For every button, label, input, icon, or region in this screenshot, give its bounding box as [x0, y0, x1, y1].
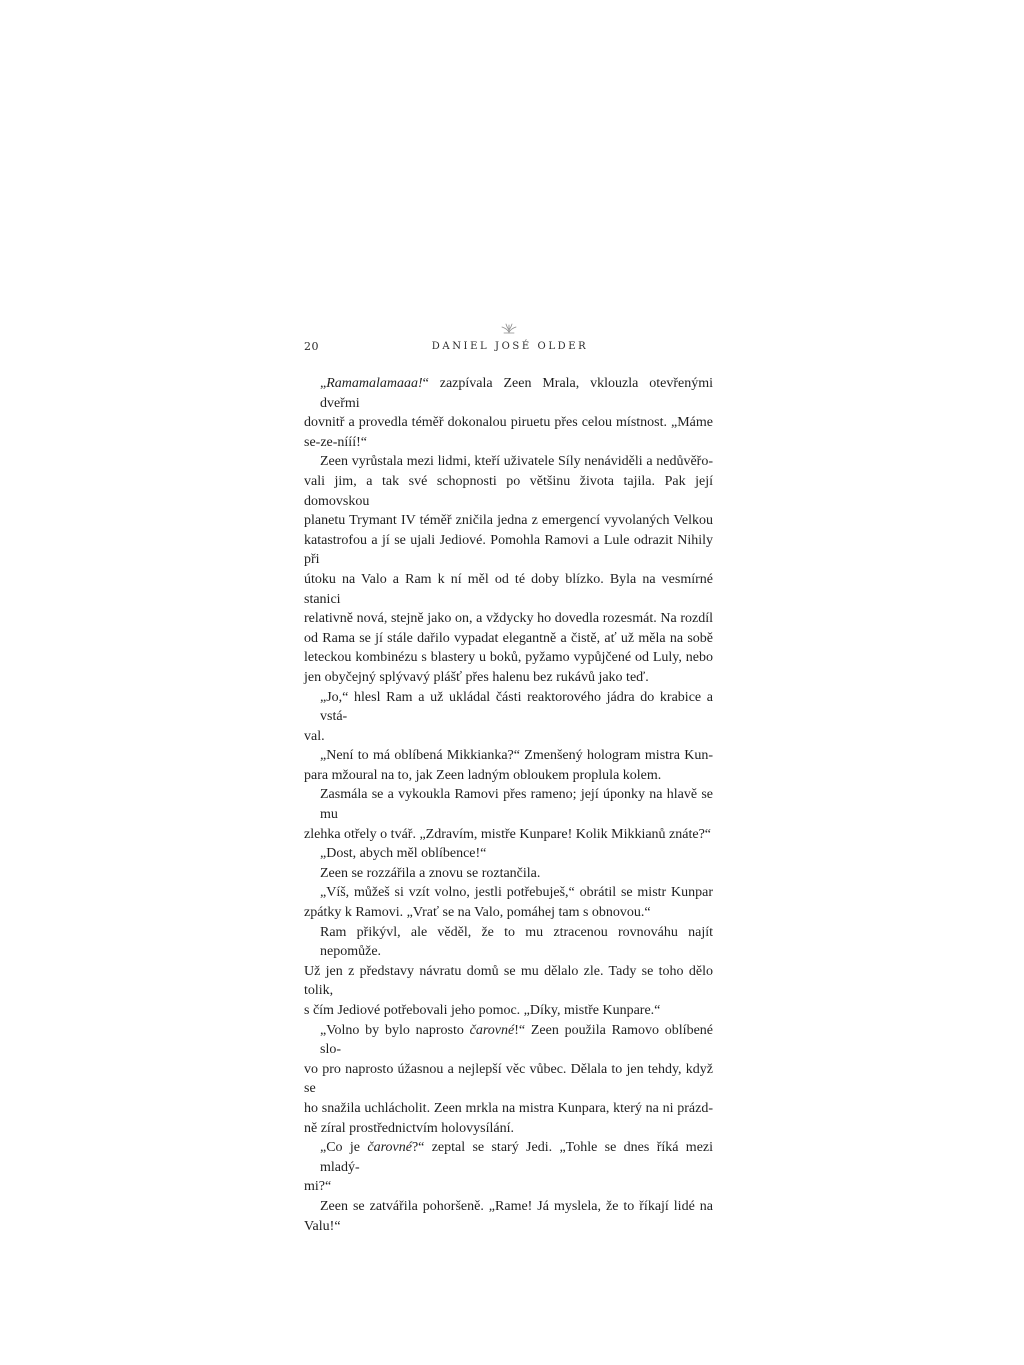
text-run: val.	[304, 728, 325, 744]
text-run: !“ Zeen použila Ramovo oblíbené slo-	[320, 1022, 713, 1058]
text-run: Zeen se zatvářila pohoršeně. „Rame! Já myslela, že to říkají lidé na	[320, 1198, 713, 1214]
text-run: vali jim, a tak své schopnosti po většinu života tajila. Pak její domovskou	[304, 473, 713, 509]
text-run: „Dost, abych měl oblíbence!“	[320, 846, 487, 862]
text-run: od Rama se jí stále dařilo vypadat elegantně a čistě, ať už měla na sobě	[304, 630, 713, 646]
paragraph	[304, 1021, 713, 1139]
paragraph	[304, 883, 713, 922]
text-line	[304, 1119, 713, 1139]
paragraph	[304, 923, 713, 1021]
text-line	[304, 1060, 713, 1099]
paragraph	[304, 452, 713, 687]
text-line	[304, 1197, 713, 1217]
text-run: „Víš, můžeš si vzít volno, jestli potřebuješ,“ obrátil se mistr Kunpar	[320, 885, 713, 901]
paragraph	[304, 374, 713, 452]
text-line	[304, 785, 713, 824]
text-line	[304, 1177, 713, 1197]
text-line	[304, 825, 713, 845]
text-run: Zasmála se a vykoukla Ramovi přes rameno; její úponky na hlavě se mu	[320, 787, 713, 823]
text-run: relativně nová, stejně jako on, a vždycky ho dovedla rozesmát. Na rozdíl	[304, 611, 713, 627]
text-run: se-ze-nííí!“	[304, 434, 367, 450]
paragraph	[304, 746, 713, 785]
italic-text: čarovné	[367, 1140, 412, 1156]
text-line	[304, 648, 713, 668]
italic-text: Ramamalamaaa!	[326, 376, 423, 391]
text-line	[304, 374, 713, 413]
text-run: „Není to má oblíbená Mikkianka?“ Zmenšený hologram mistra Kun-	[320, 748, 713, 764]
text-line	[304, 727, 713, 747]
italic-text: čarovné	[469, 1022, 515, 1038]
text-line	[304, 1099, 713, 1119]
text-line	[304, 570, 713, 609]
text-line	[304, 668, 713, 688]
paragraph	[304, 864, 713, 884]
text-line	[304, 883, 713, 903]
paragraph	[304, 688, 713, 747]
text-line	[304, 1217, 713, 1237]
text-line	[304, 472, 713, 511]
text-line	[304, 433, 713, 453]
text-run: Zeen se rozzářila a znovu se roztančila.	[320, 865, 541, 881]
text-run: jen obyčejný splývavý plášť přes halenu bez rukávů jako teď.	[304, 669, 649, 685]
text-run: katastrofou a jí se ujali Jediové. Pomohla Ramovi a Lule odrazit Nihily při	[304, 532, 713, 568]
text-line	[304, 1138, 713, 1177]
text-run: Zeen vyrůstala mezi lidmi, kteří uživatele Síly nenáviděli a nedůvěřo-	[320, 454, 713, 470]
text-line	[304, 1001, 713, 1021]
text-run: Už jen z představy návratu domů se mu dělalo zle. Tady se toho dělo tolik,	[304, 963, 713, 999]
text-line	[304, 766, 713, 786]
paragraph	[304, 1197, 713, 1236]
paragraph	[304, 785, 713, 844]
text-line	[304, 629, 713, 649]
text-run: para mžoural na to, jak Zeen ladným obloukem proplula kolem.	[304, 767, 662, 783]
text-line	[304, 923, 713, 962]
text-run: dovnitř a provedla téměř dokonalou piruetu přes celou místnost. „Máme	[304, 415, 713, 431]
running-head-author: DANIEL JOSÉ OLDER	[431, 341, 589, 352]
text-run: útoku na Valo a Ram k ní měl od té doby blízko. Byla na vesmírné stanici	[304, 571, 713, 607]
text-run: „Co je	[320, 1140, 368, 1156]
text-run: “ zazpívala Zeen Mrala, vklouzla otevřenými dveřmi	[320, 376, 713, 411]
text-run: ?“ zeptal se starý Jedi. „Tohle se dnes říká mezi mladý-	[320, 1140, 714, 1175]
text-line	[304, 903, 713, 923]
text-line	[304, 688, 713, 727]
text-run: vo pro naprosto úžasnou a nejlepší věc vůbec. Dělala to jen tehdy, když se	[304, 1061, 713, 1097]
text-run: leteckou kombinézu s blastery u boků, pyžamo vypůjčené od Luly, nebo	[304, 650, 713, 666]
paragraph	[304, 844, 713, 864]
text-line	[304, 413, 713, 433]
text-line	[304, 609, 713, 629]
text-line	[304, 531, 713, 570]
text-line	[304, 844, 713, 864]
leaf-ornament-icon	[500, 322, 518, 334]
text-line	[304, 452, 713, 472]
text-run: Ram přikývl, ale věděl, že to mu ztracenou rovnováhu najít nepomůže.	[320, 924, 713, 960]
text-run: zlehka otřely o tvář. „Zdravím, mistře Kunpare! Kolik Mikkianů znáte?“	[304, 826, 712, 842]
text-run: ně zíral prostřednictvím holovysílání.	[304, 1120, 514, 1136]
text-line	[304, 962, 713, 1001]
text-run: s čím Jediové potřebovali jeho pomoc. „Díky, mistře Kunpare.“	[304, 1003, 661, 1018]
text-run: „	[320, 376, 327, 391]
text-line	[304, 511, 713, 531]
text-run: „Jo,“ hlesl Ram a už ukládal části reaktorového jádra do krabice a vstá-	[320, 689, 713, 725]
text-run: planetu Trymant IV téměř zničila jedna z emergencí vyvolaných Velkou	[304, 513, 713, 529]
page-number: 20	[304, 340, 319, 353]
text-run: „Volno by bylo naprosto	[320, 1022, 470, 1038]
text-line	[304, 864, 713, 884]
body-text	[304, 374, 713, 1236]
paragraph	[304, 1138, 713, 1197]
text-line	[304, 746, 713, 766]
text-line	[304, 1021, 713, 1060]
text-run: Valu!“	[304, 1218, 341, 1234]
text-run: zpátky k Ramovi. „Vrať se na Valo, pomáhej tam s obnovou.“	[304, 905, 651, 921]
text-run: ho snažila uchlácholit. Zeen mrkla na mistra Kunpara, který na ni prázd-	[304, 1100, 713, 1116]
text-run: mi?“	[304, 1179, 332, 1195]
